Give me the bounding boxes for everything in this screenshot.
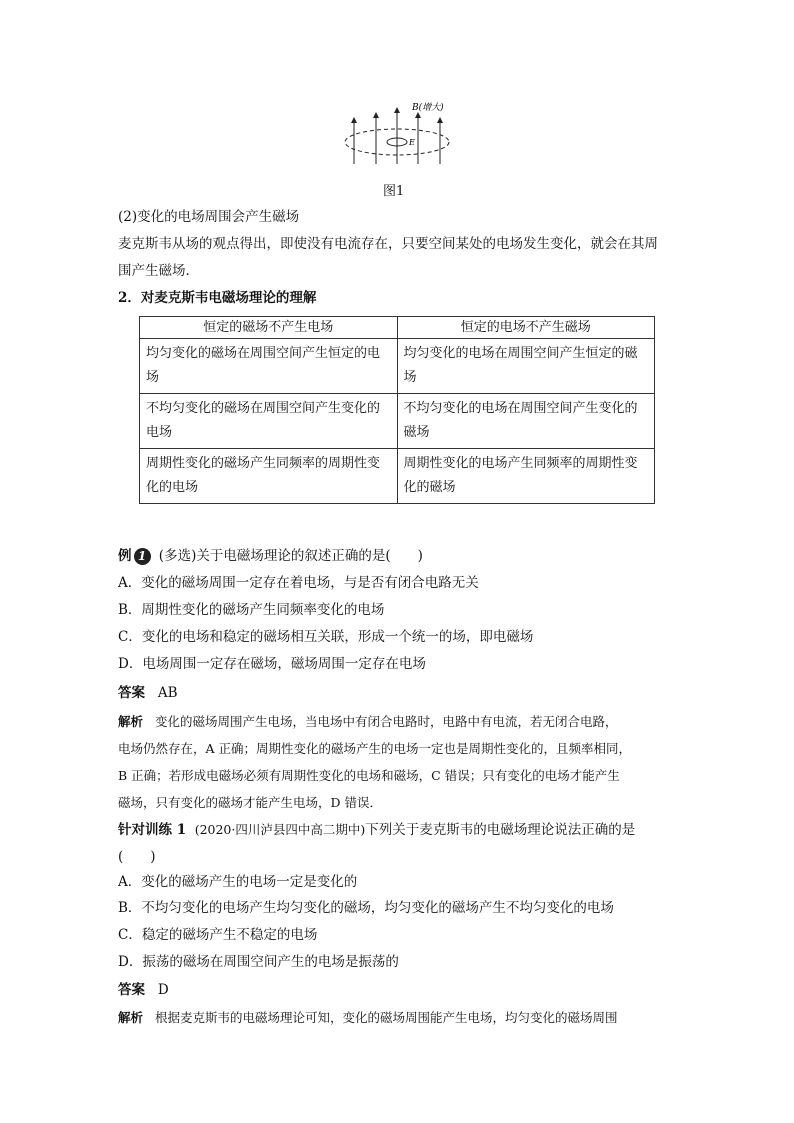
option-d: D．电场周围一定存在磁场，磁场周围一定存在电场 <box>118 656 426 672</box>
analysis-line: 电场仍然存在，A 正确；周期性变化的磁场产生的电场一定也是周期性变化的，且频率相同， <box>118 741 632 756</box>
figure-caption: 图1 <box>383 184 405 199</box>
label-b: B(增大) <box>412 103 444 113</box>
table-cell: 均匀变化的电场在周围空间产生恒定的磁场 <box>397 339 655 394</box>
section-heading: 2．对麦克斯韦电磁场理论的理解 <box>118 290 317 306</box>
paragraph-line: 围产生磁场． <box>118 263 199 279</box>
analysis-label: 解析 <box>118 1010 144 1025</box>
example-question-text: (多选)关于电磁场理论的叙述正确的是( ) <box>158 548 423 564</box>
answer-label: 答案 <box>118 685 145 701</box>
table-row <box>140 449 655 504</box>
option-c: C．稳定的磁场产生不稳定的电场 <box>118 927 318 943</box>
label-e: E <box>409 138 415 147</box>
example-number-badge: 1 <box>134 548 151 565</box>
analysis-line <box>118 1008 617 1028</box>
option-b: B．周期性变化的磁场产生同频率变化的电场 <box>118 602 385 618</box>
option-c: C．变化的电场和稳定的磁场相互关联，形成一个统一的场，即电磁场 <box>118 629 534 645</box>
analysis-line <box>118 712 617 732</box>
answer-line <box>118 980 169 1000</box>
table-row <box>140 339 655 394</box>
table-cell: 不均匀变化的磁场在周围空间产生变化的电场 <box>140 394 398 449</box>
answer-value: AB <box>157 685 178 701</box>
answer-label: 答案 <box>118 982 145 998</box>
subsection-heading: (2)变化的电场周围会产生磁场 <box>118 209 300 225</box>
table-cell: 均匀变化的磁场在周围空间产生恒定的电场 <box>140 339 398 394</box>
training-bracket: ( ) <box>118 849 156 865</box>
option-a: A．变化的磁场周围一定存在着电场，与是否有闭合电路无关 <box>118 575 479 591</box>
option-b: B．不均匀变化的电场产生均匀变化的磁场，均匀变化的磁场产生不均匀变化的电场 <box>118 900 614 916</box>
training-label: 针对训练 1 <box>118 822 187 838</box>
training-source: (2020·四川泸县四中高二期中) <box>194 822 366 837</box>
analysis-line: B 正确；若形成电磁场必须有周期性变化的电场和磁场，C 错误；只有变化的电场才能产生 <box>118 768 620 783</box>
table-cell: 周期性变化的电场产生同频率的周期性变化的磁场 <box>397 449 655 504</box>
answer-line <box>118 683 178 703</box>
table-cell: 周期性变化的磁场产生同频率的周期性变化的电场 <box>140 449 398 504</box>
paragraph-line: 麦克斯韦从场的观点得出，即使没有电流存在，只要空间某处的电场发生变化，就会在其周 <box>118 236 658 252</box>
table-row <box>140 394 655 449</box>
analysis-text: 根据麦克斯韦的电磁场理论可知，变化的磁场周围能产生电场，均匀变化的磁场周围 <box>154 1010 618 1025</box>
training-question-text: 下列关于麦克斯韦的电磁场理论说法正确的是 <box>365 822 636 838</box>
table-cell: 不均匀变化的电场在周围空间产生变化的磁场 <box>397 394 655 449</box>
table-header-cell: 恒定的磁场不产生电场 <box>140 317 398 339</box>
answer-value: D <box>157 982 169 998</box>
analysis-text: 变化的磁场周围产生电场，当电场中有闭合电路时，电路中有电流，若无闭合电路， <box>154 714 618 729</box>
training-question <box>118 820 635 840</box>
option-d: D．振荡的磁场在周围空间产生的电场是振荡的 <box>118 954 399 970</box>
example-label: 例 <box>118 548 132 564</box>
figure-magnetic-field-diagram <box>340 98 460 168</box>
table-header-cell: 恒定的电场不产生磁场 <box>397 317 655 339</box>
table-header-row <box>140 317 655 339</box>
analysis-line: 磁场，只有变化的磁场才能产生电场，D 错误． <box>118 795 382 810</box>
example-question <box>118 546 423 566</box>
maxwell-theory-table <box>139 316 655 504</box>
analysis-label: 解析 <box>118 714 144 729</box>
option-a: A．变化的磁场产生的电场一定是变化的 <box>118 874 358 890</box>
